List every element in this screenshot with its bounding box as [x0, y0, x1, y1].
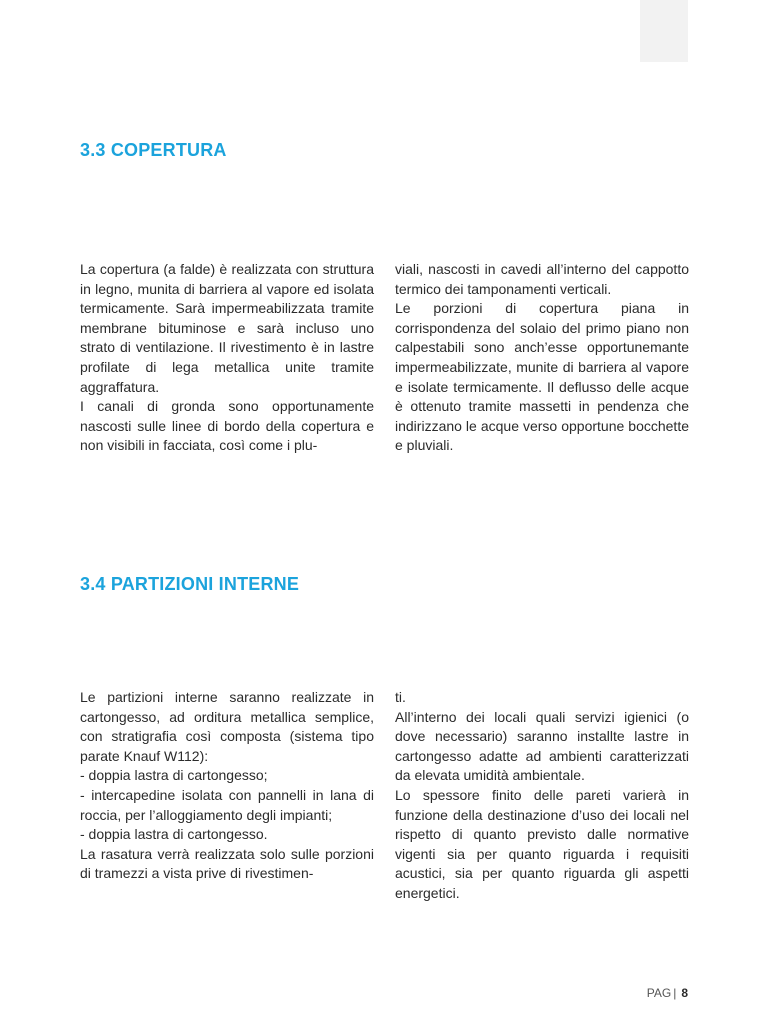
list-item: - intercapedine isolata con pannelli in lana di roccia, per l’alloggiamento degli impianti;	[80, 786, 374, 823]
corner-tab-decoration	[640, 0, 688, 62]
paragraph: Le porzioni di copertura piana in corrispondenza del solaio del primo piano non calpestabili sono anch’esse opportunemante impermeabilizzate, munite di barriera al vapore e isolate termicamente. Il deflusso delle acque è ottenuto tramite massetti in pendenza che indirizzano le acque verso opportune bocchette e pluviali.	[395, 300, 689, 454]
paragraph: Le partizioni interne saranno realizzate in cartongesso, ad orditura metallica semplice, con stratigrafia così composta (sistema tipo parate Knauf W112):	[80, 689, 374, 764]
page-number: 8	[681, 986, 688, 1000]
paragraph: La rasatura verrà realizzata solo sulle porzioni di tramezzi a vista prive di rivestimen-	[80, 845, 374, 882]
paragraph: All’interno dei locali quali servizi igienici (o dove necessario) saranno installte lastre in cartongesso adatte ad ambienti caratterizzati da elevata umidità ambientale.	[395, 708, 689, 784]
page-label: PAG	[646, 986, 672, 1000]
partizioni-text-left	[80, 688, 374, 884]
paragraph: Lo spessore finito delle pareti varierà in funzione della destinazione d’uso dei locali nel rispetto di quanto previsto dalle normative vigenti sia per quanto riguarda i requisiti acustici, sia per quanto riguarda gli aspetti energetici.	[395, 786, 689, 901]
section-title-copertura: 3.3 COPERTURA	[80, 140, 227, 160]
page-footer	[647, 985, 688, 1001]
partizioni-text-right	[395, 688, 689, 904]
section-title-partizioni-interne: 3.4 PARTIZIONI INTERNE	[80, 574, 300, 594]
page-separator: |	[673, 986, 677, 1000]
paragraph: La copertura (a falde) è realizzata con struttura in legno, munita di barriera al vapore ed isolata termicamente. Sarà impermeabilizzata tramite membrane bituminose e sarà incluso uno strato di ventilazione. Il rivestimento è in lastre profilate di lega metallica unite tramite aggraffatura.	[80, 261, 374, 395]
copertura-text-left	[80, 260, 374, 456]
paragraph: I canali di gronda sono opportunamente nascosti sulle linee di bordo della copertura e non visibili in facciata, così come i plu-	[80, 398, 374, 454]
paragraph: ti.	[395, 689, 406, 705]
copertura-text-right	[395, 260, 689, 456]
list-item: - doppia lastra di cartongesso;	[80, 767, 268, 784]
paragraph: viali, nascosti in cavedi all’interno del cappotto termico dei tamponamenti verticali.	[395, 261, 689, 297]
list-item: - doppia lastra di cartongesso.	[80, 826, 268, 843]
